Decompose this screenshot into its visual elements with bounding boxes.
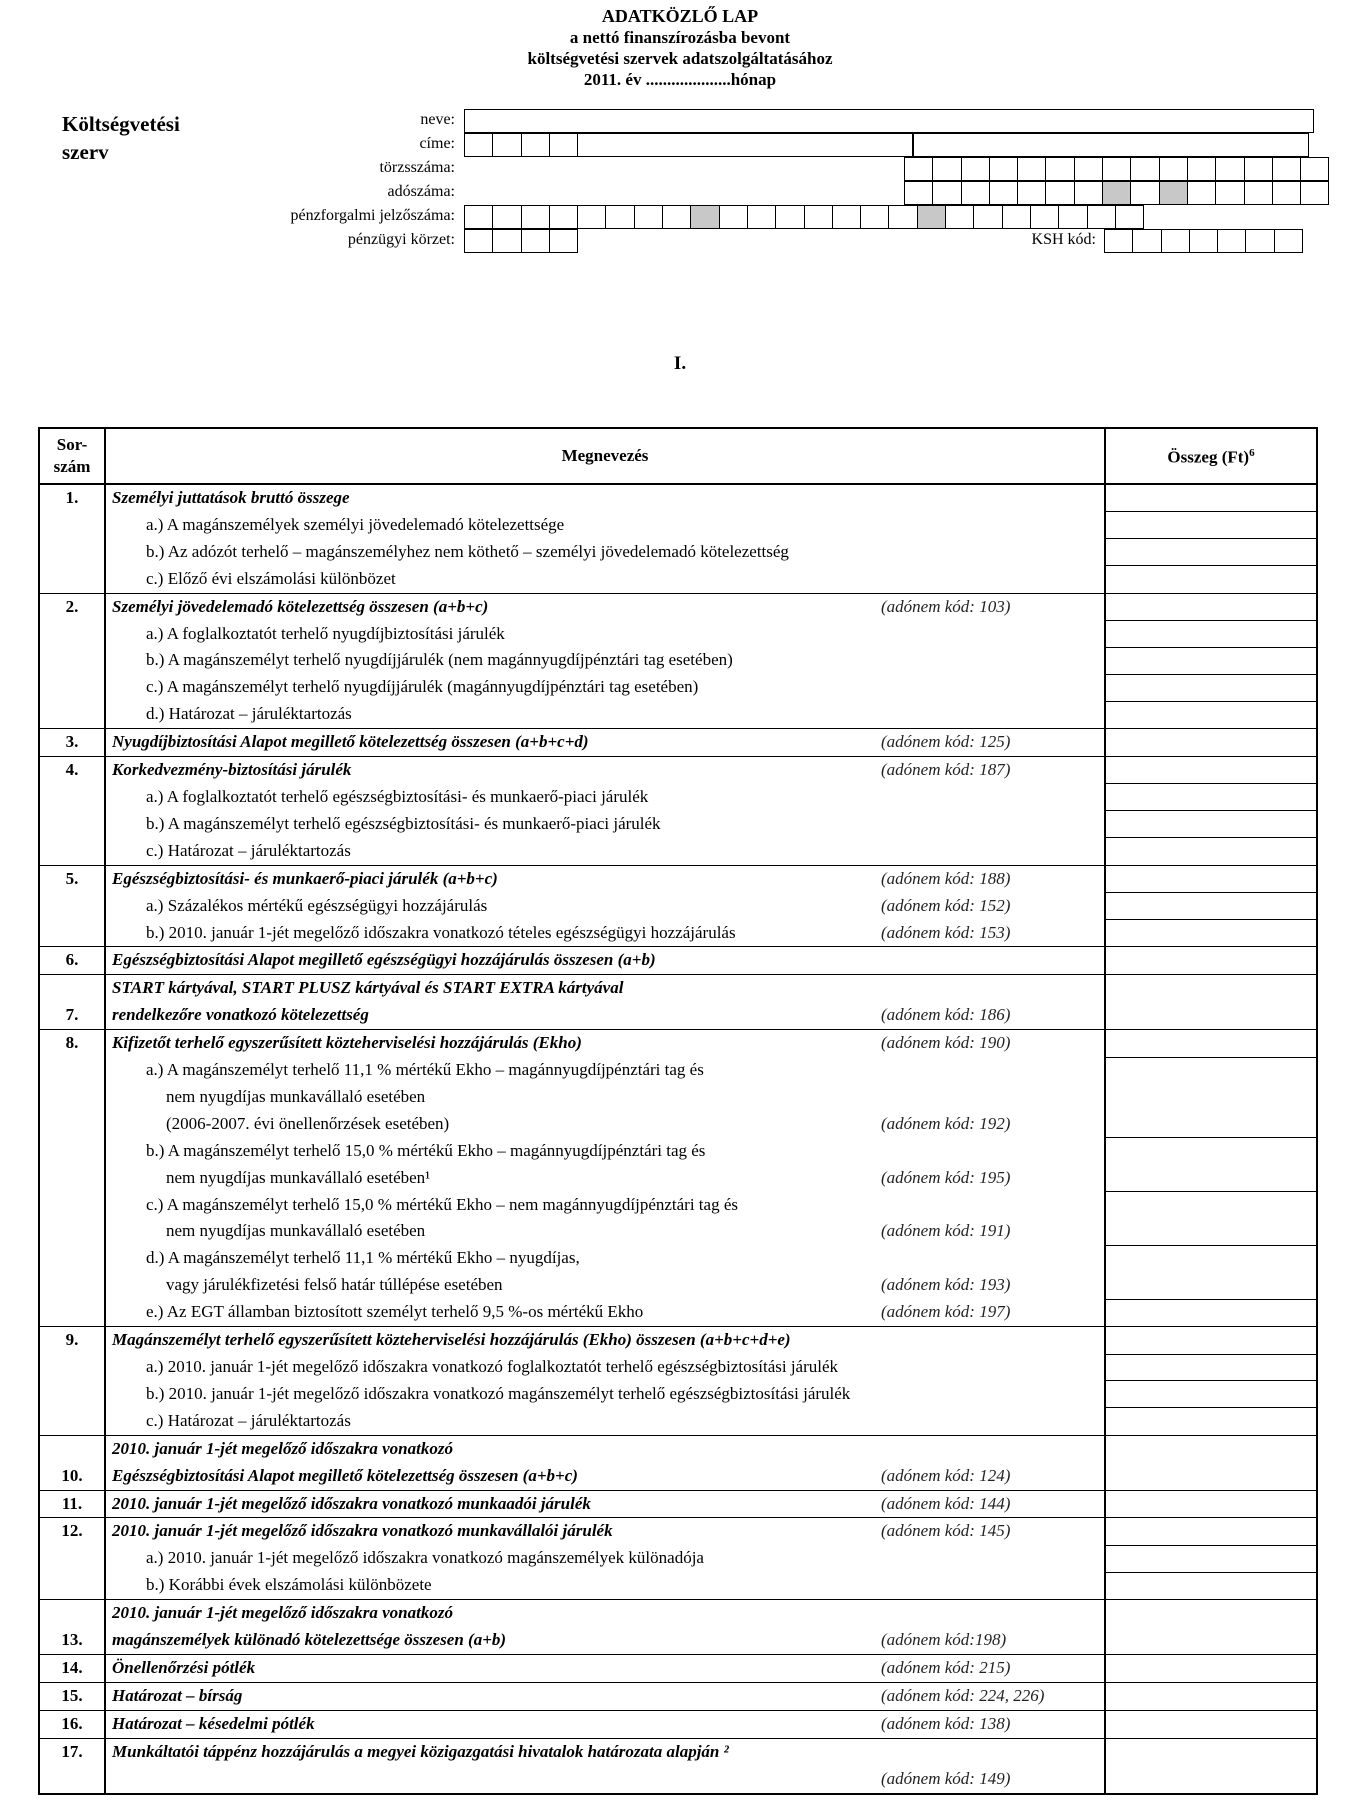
row-description-line: a.) A magánszemélyek személyi jövedelemadó kötelezettsége (146, 514, 565, 534)
row-description (106, 1739, 1104, 1793)
row-description-line: Nyugdíjbiztosítási Alapot megillető kötelezettség összesen (a+b+c+d) (112, 732, 589, 752)
row-description-line: b.) Korábbi évek elszámolási különbözete (146, 1575, 432, 1595)
row-description-line: nem nyugdíjas munkavállaló esetében (166, 1086, 426, 1106)
tax-code-label: (adónem kód: 193) (881, 1275, 1011, 1295)
row-description-line: Korkedvezmény-biztosítási járulék (112, 760, 352, 780)
row-description-cell (105, 1192, 1105, 1246)
amount-cell[interactable] (1105, 1518, 1317, 1545)
row-description-cell (105, 1245, 1105, 1299)
row-description-line: Kifizetőt terhelő egyszerűsített közteherviselési hozzájárulás (Ekho) (112, 1033, 582, 1053)
tax-code-label: (adónem kód: 145) (881, 1521, 1011, 1541)
amount-cell[interactable] (1105, 674, 1317, 701)
table-row (39, 1381, 1317, 1408)
row-description-line: d.) A magánszemélyt terhelő 11,1 % mértékű Ekho – nyugdíjas, (146, 1248, 580, 1268)
table-row (39, 1192, 1317, 1246)
row-description (106, 893, 1104, 920)
row-description-line: Egészségbiztosítási Alapot megillető egészségügyi hozzájárulás összesen (a+b) (112, 950, 656, 970)
row-description-cell (105, 1354, 1105, 1381)
table-row (39, 593, 1317, 620)
row-number (39, 674, 105, 701)
row-number: 2. (39, 593, 105, 620)
row-description (106, 1655, 1104, 1682)
table-row (39, 1545, 1317, 1572)
row-description-cell (105, 811, 1105, 838)
amount-cell[interactable] (1105, 1572, 1317, 1599)
row-number (39, 1354, 105, 1381)
row-description (106, 647, 1104, 674)
row-number: 13. (39, 1600, 105, 1655)
row-description-line: 2010. január 1-jét megelőző időszakra vonatkozó (112, 1603, 453, 1623)
row-description (106, 975, 1104, 1029)
row-description-line: a.) A magánszemélyt terhelő 11,1 % mértékű Ekho – magánnyugdíjpénztári tag és (146, 1060, 704, 1080)
row-number (39, 1545, 105, 1572)
row-description-cell (105, 729, 1105, 757)
row-description (106, 1057, 1104, 1138)
row-description-line: Határozat – bírság (112, 1685, 243, 1705)
row-description-cell (105, 975, 1105, 1030)
row-number: 16. (39, 1710, 105, 1738)
table-row (39, 757, 1317, 784)
amount-cell[interactable] (1105, 1408, 1317, 1435)
row-description-line: rendelkezőre vonatkozó kötelezettség (112, 1005, 369, 1025)
amount-cell[interactable] (1105, 975, 1317, 1030)
row-description (106, 512, 1104, 539)
row-number: 10. (39, 1435, 105, 1490)
registry-number-field[interactable] (904, 157, 1328, 181)
row-description-cell (105, 701, 1105, 728)
table-row (39, 566, 1317, 593)
amount-cell[interactable] (1105, 1738, 1317, 1793)
table-row (39, 1600, 1317, 1655)
row-description-cell (105, 947, 1105, 975)
tax-code-label: (adónem kód: 186) (881, 1005, 1011, 1025)
table-row (39, 701, 1317, 728)
field-label-tax-number: adószáma: (387, 183, 455, 200)
row-number: 11. (39, 1490, 105, 1518)
field-label-district: pénzügyi körzet: (347, 231, 455, 248)
amount-cell[interactable] (1105, 811, 1317, 838)
org-label-line-1: Költségvetési (62, 112, 180, 136)
table-row (39, 784, 1317, 811)
row-description (106, 1354, 1104, 1381)
row-description (106, 539, 1104, 566)
row-description (106, 674, 1104, 701)
table-row (39, 1490, 1317, 1518)
row-number (39, 1138, 105, 1192)
header-sorszam-line-2: szám (53, 457, 91, 476)
row-number (39, 1381, 105, 1408)
row-description-line: vagy járulékfizetési felső határ túllépése esetében (166, 1275, 503, 1295)
header-osszeg-label: Összeg (Ft) (1167, 447, 1250, 467)
table-row (39, 539, 1317, 566)
table-row (39, 484, 1317, 512)
row-description (106, 1711, 1104, 1738)
header-sorszam-line-1: Sor- (56, 435, 88, 454)
table-row (39, 811, 1317, 838)
row-number: 7. (39, 975, 105, 1030)
row-description-cell (105, 1545, 1105, 1572)
table-row (39, 1327, 1317, 1354)
tax-code-label: (adónem kód: 138) (881, 1713, 1011, 1733)
row-description-cell (105, 1435, 1105, 1490)
row-number (39, 1057, 105, 1138)
tax-code-label: (adónem kód: 187) (881, 760, 1011, 780)
tax-code-label: (adónem kód: 152) (881, 895, 1011, 915)
row-description (106, 621, 1104, 648)
row-number: 4. (39, 757, 105, 784)
amount-cell[interactable] (1105, 1710, 1317, 1738)
amount-cell[interactable] (1105, 1299, 1317, 1326)
row-description-cell (105, 1327, 1105, 1354)
row-description (106, 1600, 1104, 1654)
row-number: 6. (39, 947, 105, 975)
tax-code-label: (adónem kód: 224, 226) (881, 1685, 1045, 1705)
header-megnevezes: Megnevezés (105, 428, 1105, 484)
amount-cell[interactable] (1105, 757, 1317, 784)
amount-cell[interactable] (1105, 566, 1317, 593)
row-description-line: b.) Az adózót terhelő – magánszemélyhez nem köthető – személyi jövedelemadó kötelezettség (146, 541, 789, 561)
row-description-line: a.) 2010. január 1-jét megelőző időszakra vonatkozó foglalkoztatót terhelő egészségbiztosítási járulék (146, 1357, 839, 1376)
table-row (39, 729, 1317, 757)
name-field[interactable] (464, 109, 1314, 133)
district-field[interactable] (464, 229, 577, 253)
row-description (106, 1030, 1104, 1057)
row-description-cell (105, 1057, 1105, 1138)
field-label-address: címe: (419, 135, 455, 152)
row-number (39, 512, 105, 539)
row-number (39, 539, 105, 566)
table-body (39, 484, 1317, 1794)
row-description-cell (105, 1600, 1105, 1655)
row-description-line: Egészségbiztosítási- és munkaerő-piaci járulék (a+b+c) (112, 868, 498, 888)
amount-cell[interactable] (1105, 893, 1317, 920)
ksh-code-field[interactable] (1104, 229, 1302, 253)
table-row (39, 1572, 1317, 1599)
row-description-line: START kártyával, START PLUSZ kártyával és START EXTRA kártyával (112, 978, 624, 998)
amount-cell[interactable] (1105, 484, 1317, 512)
row-number: 8. (39, 1030, 105, 1057)
amount-cell[interactable] (1105, 1192, 1317, 1246)
row-description-line: c.) Határozat – járuléktartozás (146, 1410, 351, 1430)
tax-number-field[interactable] (904, 181, 1328, 205)
row-description (106, 1436, 1104, 1490)
table-row (39, 893, 1317, 920)
row-description-cell (105, 484, 1105, 512)
row-description (106, 1245, 1104, 1299)
amount-cell[interactable] (1105, 1654, 1317, 1682)
row-number (39, 1245, 105, 1299)
table-row (39, 1057, 1317, 1138)
table-row (39, 1518, 1317, 1545)
header-sorszam (39, 428, 105, 484)
field-label-account-number: pénzforgalmi jelzőszáma: (290, 207, 455, 224)
amount-cell[interactable] (1105, 1545, 1317, 1572)
row-description-line: Magánszemélyt terhelő egyszerűsített közteherviselési hozzájárulás (Ekho) összesen (a+b+c+d+e) (112, 1330, 791, 1350)
row-number: 12. (39, 1518, 105, 1545)
row-description (106, 1138, 1104, 1192)
tax-code-label: (adónem kód:198) (881, 1630, 1007, 1650)
field-label-name: neve: (420, 111, 455, 128)
row-description-line: c.) A magánszemélyt terhelő nyugdíjjárulék (magánnyugdíjpénztári tag esetében) (146, 677, 699, 697)
row-description-cell (105, 566, 1105, 593)
row-description-cell (105, 512, 1105, 539)
table-row (39, 947, 1317, 975)
row-number (39, 811, 105, 838)
row-description-cell (105, 1381, 1105, 1408)
row-number (39, 1572, 105, 1599)
row-description-line: Személyi juttatások bruttó összege (112, 488, 350, 507)
row-description (106, 1572, 1104, 1599)
row-description-line: Önellenőrzési pótlék (112, 1657, 256, 1677)
row-description-cell (105, 893, 1105, 920)
row-number: 3. (39, 729, 105, 757)
row-number: 15. (39, 1682, 105, 1710)
tax-code-label: (adónem kód: 153) (881, 922, 1011, 942)
table-row (39, 865, 1317, 892)
table-row (39, 1408, 1317, 1435)
amount-cell[interactable] (1105, 1138, 1317, 1192)
row-number (39, 701, 105, 728)
amount-cell[interactable] (1105, 920, 1317, 947)
row-description (106, 1518, 1104, 1545)
row-number: 14. (39, 1654, 105, 1682)
row-description-cell (105, 1572, 1105, 1599)
row-description-line: 2010. január 1-jét megelőző időszakra vonatkozó (112, 1438, 453, 1458)
row-description-cell (105, 1299, 1105, 1326)
header-osszeg (1105, 428, 1317, 484)
row-description-line: b.) 2010. január 1-jét megelőző időszakra vonatkozó magánszemélyt terhelő egészségbiztosítási járulék (146, 1383, 851, 1403)
row-description (106, 594, 1104, 621)
row-number (39, 838, 105, 865)
row-description-line: magánszemélyek különadó kötelezettsége összesen (a+b) (112, 1630, 507, 1650)
tax-code-label: (adónem kód: 191) (881, 1221, 1011, 1241)
row-description-line: c.) Határozat – járuléktartozás (146, 840, 351, 860)
table-row (39, 1682, 1317, 1710)
org-label-line-2: szerv (62, 140, 109, 164)
title-line-4: 2011. év ....................hónap (583, 70, 777, 89)
row-number (39, 566, 105, 593)
row-description (106, 566, 1104, 593)
row-description-line: a.) 2010. január 1-jét megelőző időszakra vonatkozó magánszemélyek különadója (146, 1548, 704, 1568)
amount-cell[interactable] (1105, 1490, 1317, 1518)
amount-cell[interactable] (1105, 1435, 1317, 1490)
row-description (106, 1683, 1104, 1710)
amount-cell[interactable] (1105, 1327, 1317, 1354)
tax-code-label: (adónem kód: 188) (881, 868, 1011, 888)
table-row (39, 1654, 1317, 1682)
row-description-line: e.) Az EGT államban biztosított személyt terhelő 9,5 %-os mértékű Ekho (146, 1302, 644, 1322)
data-table (38, 427, 1318, 1795)
form-title (380, 6, 980, 90)
amount-cell[interactable] (1105, 1030, 1317, 1057)
row-description-cell (105, 920, 1105, 947)
table-row (39, 512, 1317, 539)
field-label-registry-number: törzsszáma: (379, 159, 455, 176)
row-description-cell (105, 784, 1105, 811)
amount-cell[interactable] (1105, 865, 1317, 892)
row-description-cell (105, 757, 1105, 784)
table-row (39, 1245, 1317, 1299)
row-description (106, 757, 1104, 784)
title-line-1: ADATKÖZLŐ LAP (601, 6, 759, 26)
row-description-cell (105, 647, 1105, 674)
row-number: 9. (39, 1327, 105, 1354)
row-description-line: b.) A magánszemélyt terhelő nyugdíjjárulék (nem magánnyugdíjpénztári tag esetében) (146, 650, 733, 670)
row-description-line: Munkáltatói táppénz hozzájárulás a megyei közigazgatási hivatalok határozata alapján ² (112, 1741, 729, 1761)
table-row (39, 647, 1317, 674)
row-description-line: Egészségbiztosítási Alapot megillető kötelezettség összesen (a+b+c) (112, 1465, 578, 1485)
row-description-cell (105, 1518, 1105, 1545)
row-number: 17. (39, 1738, 105, 1793)
tax-code-label: (adónem kód: 195) (881, 1167, 1011, 1187)
row-description (106, 485, 1104, 512)
amount-cell[interactable] (1105, 621, 1317, 648)
row-description-line: d.) Határozat – járuléktartozás (146, 704, 352, 724)
table-header (39, 428, 1317, 484)
table-row (39, 920, 1317, 947)
row-number (39, 784, 105, 811)
tax-code-label: (adónem kód: 215) (881, 1657, 1011, 1677)
amount-cell[interactable] (1105, 838, 1317, 865)
row-description-cell (105, 1738, 1105, 1793)
table-row (39, 1030, 1317, 1057)
row-description-cell (105, 1710, 1105, 1738)
tax-code-label: (adónem kód: 192) (881, 1113, 1011, 1133)
row-description-line: nem nyugdíjas munkavállaló esetében¹ (166, 1167, 431, 1187)
row-description-line: 2010. január 1-jét megelőző időszakra vonatkozó munkaadói járulék (112, 1493, 591, 1513)
table-row (39, 1354, 1317, 1381)
amount-cell[interactable] (1105, 539, 1317, 566)
table-row (39, 1299, 1317, 1326)
row-description-line: 2010. január 1-jét megelőző időszakra vonatkozó munkavállalói járulék (112, 1521, 613, 1541)
row-number (39, 1408, 105, 1435)
row-description-line: a.) A foglalkoztatót terhelő nyugdíjbiztosítási járulék (146, 623, 505, 643)
row-description-cell (105, 1490, 1105, 1518)
row-description-cell (105, 1030, 1105, 1057)
row-description-cell (105, 674, 1105, 701)
amount-cell[interactable] (1105, 647, 1317, 674)
header-osszeg-footnote: 6 (1249, 447, 1255, 460)
row-number (39, 920, 105, 947)
row-description (106, 1299, 1104, 1326)
row-description-cell (105, 621, 1105, 648)
row-description-cell (105, 838, 1105, 865)
row-description-cell (105, 593, 1105, 620)
amount-cell[interactable] (1105, 1057, 1317, 1138)
tax-code-label: (adónem kód: 197) (881, 1302, 1011, 1322)
amount-cell[interactable] (1105, 701, 1317, 728)
section-title: I. (673, 353, 687, 374)
table-row (39, 1435, 1317, 1490)
title-line-2: a nettó finanszírozásba bevont (569, 28, 791, 47)
row-description-line: b.) A magánszemélyt terhelő 15,0 % mértékű Ekho – magánnyugdíjpénztári tag és (146, 1140, 706, 1160)
row-description (106, 1491, 1104, 1518)
row-description-cell (105, 539, 1105, 566)
row-description-line: b.) 2010. január 1-jét megelőző időszakra vonatkozó tételes egészségügyi hozzájárulás (146, 922, 736, 942)
amount-cell[interactable] (1105, 1245, 1317, 1299)
account-number-field[interactable] (464, 205, 1143, 229)
title-line-3: költségvetési szervek adatszolgáltatásához (527, 49, 833, 68)
row-description-cell (105, 865, 1105, 892)
row-description-cell (105, 1682, 1105, 1710)
row-description-line: a.) Százalékos mértékű egészségügyi hozzájárulás (146, 895, 488, 915)
row-number (39, 621, 105, 648)
row-description (106, 784, 1104, 811)
table-row (39, 674, 1317, 701)
amount-cell[interactable] (1105, 1682, 1317, 1710)
row-description-line: Határozat – késedelmi pótlék (112, 1713, 315, 1733)
amount-cell[interactable] (1105, 593, 1317, 620)
table-row (39, 975, 1317, 1030)
row-description (106, 838, 1104, 865)
row-number (39, 893, 105, 920)
row-description (106, 1408, 1104, 1435)
amount-cell[interactable] (1105, 512, 1317, 539)
tax-code-label: (adónem kód: 144) (881, 1493, 1011, 1513)
row-description (106, 947, 1104, 974)
amount-cell[interactable] (1105, 1600, 1317, 1655)
row-description (106, 811, 1104, 838)
row-description (106, 1381, 1104, 1408)
row-number (39, 1299, 105, 1326)
row-description (106, 1192, 1104, 1246)
table-row (39, 838, 1317, 865)
ksh-code-label: KSH kód: (1031, 231, 1096, 248)
row-description-line: (2006-2007. évi önellenőrzések esetében) (166, 1113, 450, 1133)
row-description (106, 701, 1104, 728)
table-row (39, 1138, 1317, 1192)
amount-cell[interactable] (1105, 1381, 1317, 1408)
row-description-line: c.) A magánszemélyt terhelő 15,0 % mértékű Ekho – nem magánnyugdíjpénztári tag és (146, 1194, 738, 1214)
tax-code-label: (adónem kód: 125) (881, 732, 1011, 752)
row-description-cell (105, 1408, 1105, 1435)
row-description-line: a.) A foglalkoztatót terhelő egészségbiztosítási- és munkaerő-piaci járulék (146, 786, 649, 806)
tax-code-label: (adónem kód: 124) (881, 1465, 1011, 1485)
table-row (39, 1710, 1317, 1738)
row-number: 5. (39, 865, 105, 892)
row-description (106, 866, 1104, 893)
row-description-line: b.) A magánszemélyt terhelő egészségbiztosítási- és munkaerő-piaci járulék (146, 813, 661, 833)
table-row (39, 621, 1317, 648)
tax-code-label: (adónem kód: 103) (881, 596, 1011, 616)
row-description (106, 1545, 1104, 1572)
row-description (106, 729, 1104, 756)
row-description (106, 1327, 1104, 1354)
amount-cell[interactable] (1105, 947, 1317, 975)
row-description-cell (105, 1138, 1105, 1192)
row-description (106, 920, 1104, 947)
amount-cell[interactable] (1105, 784, 1317, 811)
row-description-cell (105, 1654, 1105, 1682)
tax-code-label: (adónem kód: 190) (881, 1033, 1011, 1053)
table-row (39, 1738, 1317, 1793)
row-number (39, 647, 105, 674)
tax-code-label: (adónem kód: 149) (881, 1768, 1011, 1788)
row-number: 1. (39, 484, 105, 512)
amount-cell[interactable] (1105, 729, 1317, 757)
address-field[interactable] (464, 133, 1309, 157)
row-description-line: nem nyugdíjas munkavállaló esetében (166, 1221, 426, 1241)
amount-cell[interactable] (1105, 1354, 1317, 1381)
row-description-line: Személyi jövedelemadó kötelezettség összesen (a+b+c) (112, 596, 489, 616)
row-description-line: c.) Előző évi elszámolási különbözet (146, 568, 396, 588)
row-number (39, 1192, 105, 1246)
